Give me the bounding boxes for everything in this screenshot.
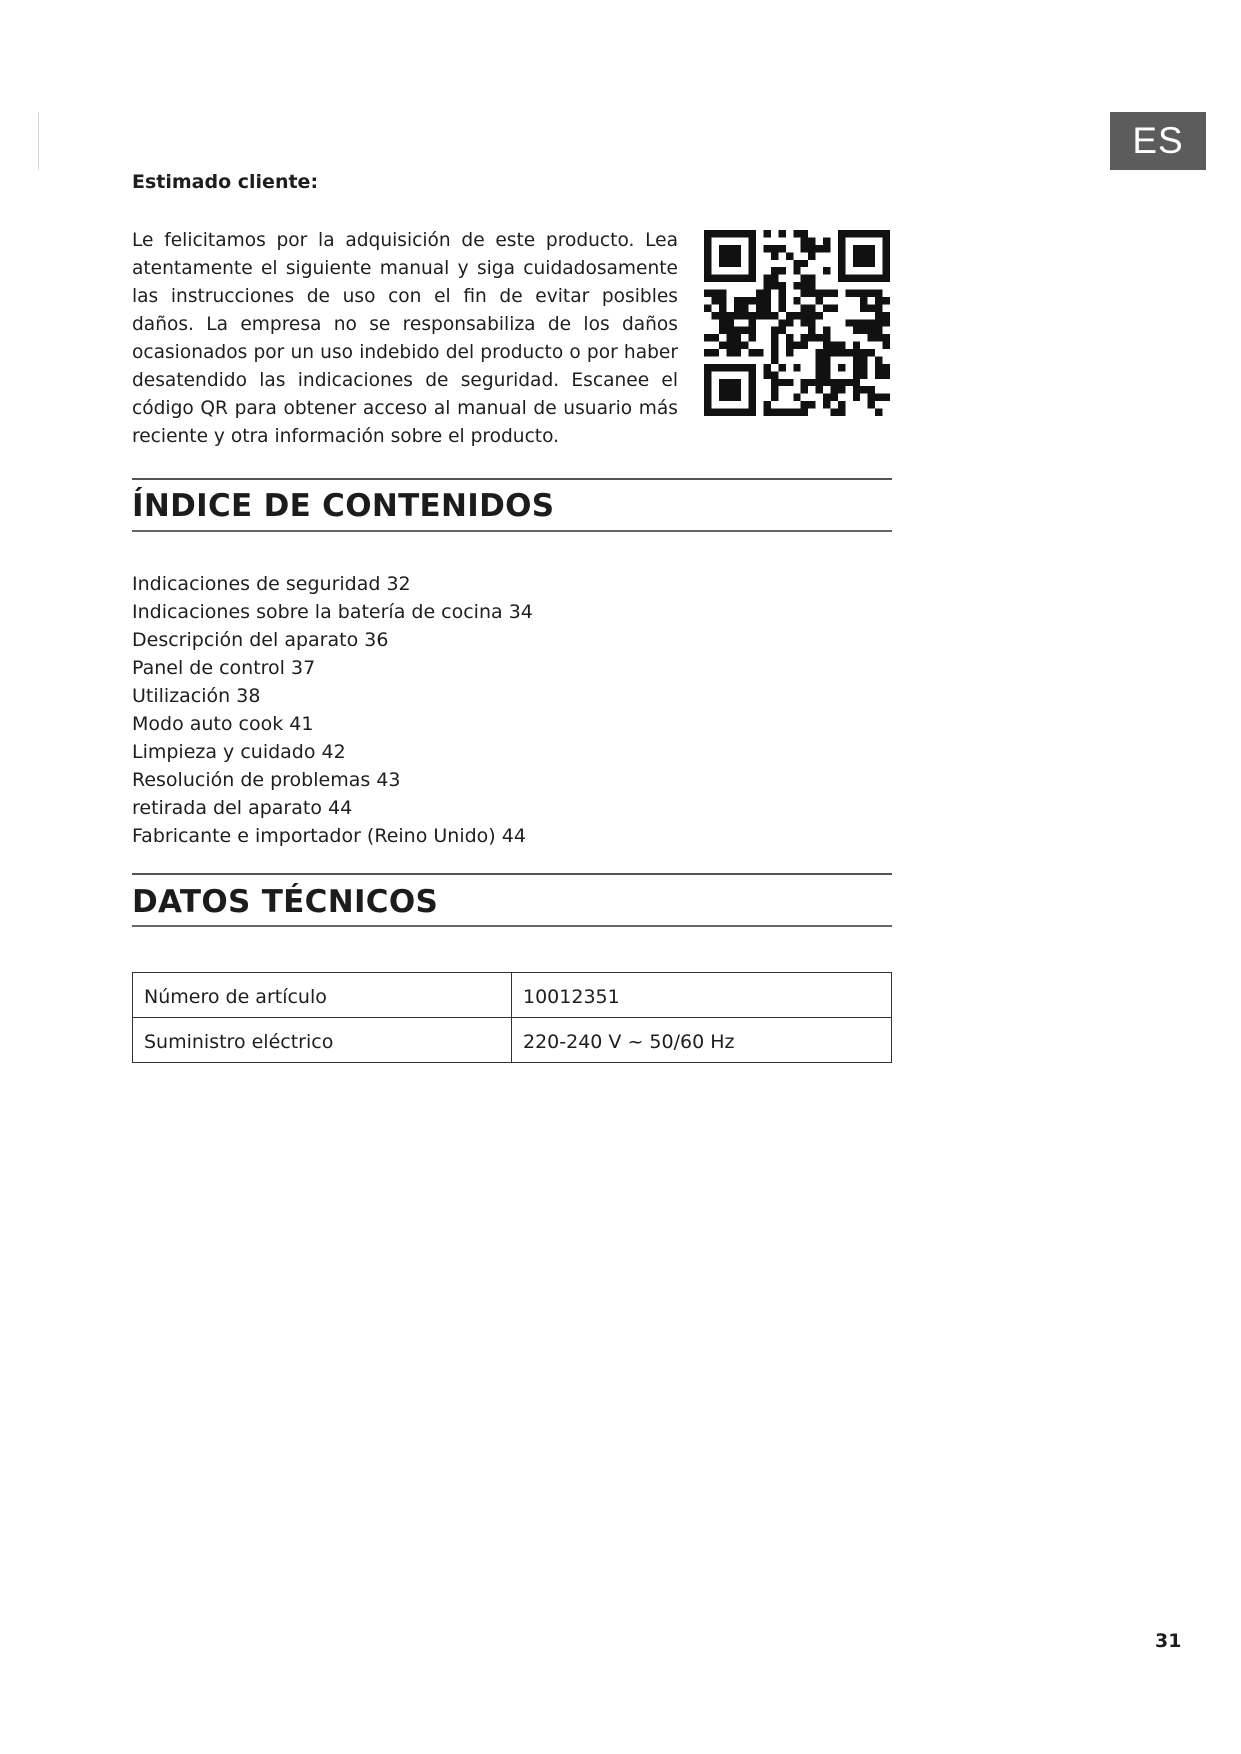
- table-row: [133, 1018, 892, 1063]
- toc-rule-top: [132, 478, 892, 480]
- page-number: 31: [1155, 1630, 1182, 1652]
- intro-paragraph: Le felicitamos por la adquisición de este producto. Lea atentamente el siguiente manual y siga cuidadosamente las instrucciones de uso con el fin de evitar posibles daños. La empresa no se responsabiliza de los daños ocasionados por un uso indebido del producto o por haber desatendido las indicaciones de seguridad. Escanee el código QR para obtener acceso al manual de usuario más reciente y otra información sobre el producto.: [132, 230, 678, 447]
- specs-rule-bottom: [132, 925, 892, 927]
- language-tab: ES: [1110, 112, 1206, 170]
- toc-item[interactable]: Fabricante e importador (Reino Unido) 44: [132, 825, 526, 847]
- toc-item[interactable]: Limpieza y cuidado 42: [132, 741, 346, 763]
- toc-item[interactable]: Indicaciones sobre la batería de cocina 34: [132, 601, 533, 623]
- specs-table: [132, 972, 892, 1063]
- qr-code-icon: [704, 230, 890, 416]
- toc-title: ÍNDICE DE CONTENIDOS: [132, 488, 555, 524]
- toc-item[interactable]: Modo auto cook 41: [132, 713, 314, 735]
- toc-item[interactable]: retirada del aparato 44: [132, 797, 353, 819]
- margin-line: [38, 112, 39, 170]
- toc-item[interactable]: Descripción del aparato 36: [132, 629, 389, 651]
- spec-value: 220-240 V ~ 50/60 Hz: [512, 1018, 892, 1063]
- specs-rule-top: [132, 873, 892, 875]
- specs-title: DATOS TÉCNICOS: [132, 884, 439, 920]
- spec-label: Número de artículo: [133, 973, 512, 1018]
- table-of-contents: [132, 570, 533, 850]
- greeting: Estimado cliente:: [132, 171, 319, 193]
- toc-item[interactable]: Indicaciones de seguridad 32: [132, 573, 411, 595]
- toc-item[interactable]: Panel de control 37: [132, 657, 316, 679]
- table-row: [133, 973, 892, 1018]
- spec-label: Suministro eléctrico: [133, 1018, 512, 1063]
- toc-item[interactable]: Utilización 38: [132, 685, 261, 707]
- toc-rule-bottom: [132, 530, 892, 532]
- spec-value: 10012351: [512, 973, 892, 1018]
- toc-item[interactable]: Resolución de problemas 43: [132, 769, 401, 791]
